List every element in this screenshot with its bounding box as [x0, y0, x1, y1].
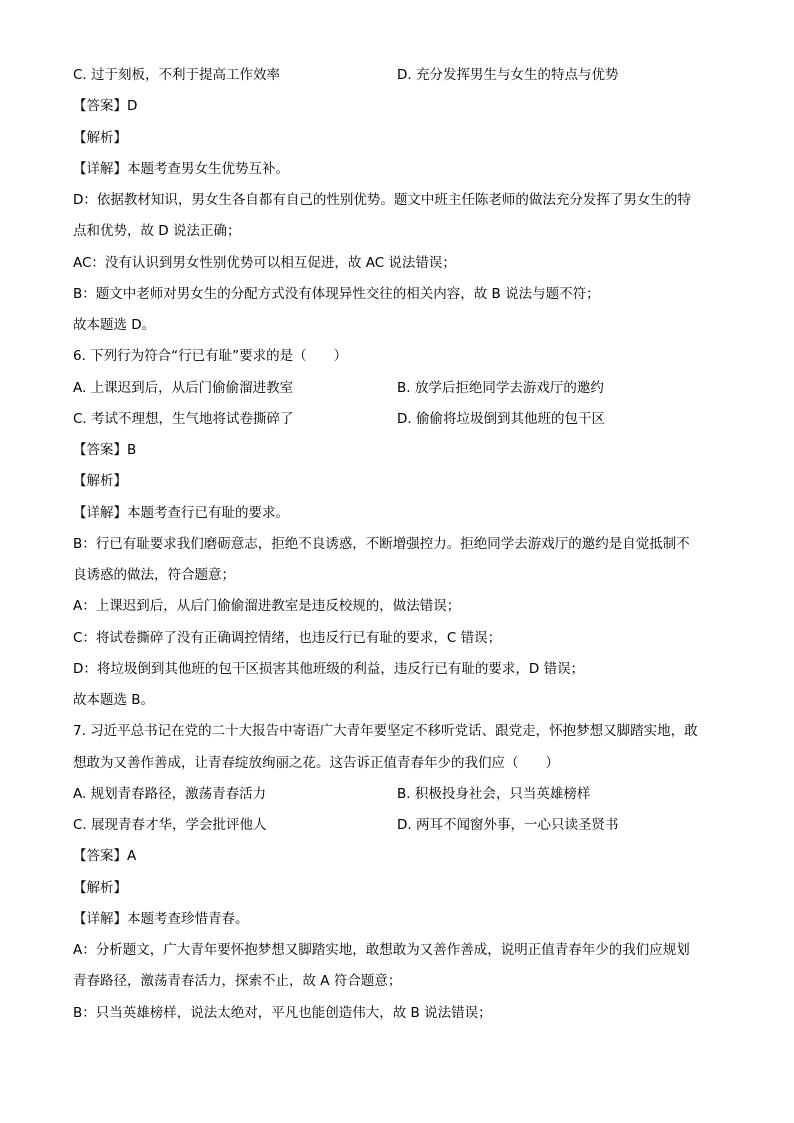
q5-detail: 【详解】本题考查男女生优势互补。	[73, 161, 289, 177]
q6-option-c: C. 考试不理想，生气地将试卷撕碎了	[73, 411, 294, 427]
q6-explanation-b-line1: B：行已有耻要求我们磨砺意志，拒绝不良诱惑，不断增强控力。拒绝同学去游戏厅的邀约是自觉抵制不	[73, 536, 690, 552]
q5-conclusion: 故本题选 D。	[73, 317, 156, 333]
q5-explanation-d-line1: D：依据教材知识，男女生各自都有自己的性别优势。题文中班主任陈老师的做法充分发挥了男女生的特	[73, 192, 691, 208]
q7-option-a: A. 规划青春路径，激荡青春活力	[73, 786, 267, 802]
q6-explanation-d: D：将垃圾倒到其他班的包干区损害其他班级的利益，违反行已有耻的要求，D 错误；	[73, 661, 585, 677]
q6-option-b: B. 放学后拒绝同学去游戏厅的邀约	[397, 380, 604, 396]
q7-stem-line2: 想敢为又善作善成，让青春绽放绚丽之花。这告诉正值青春年少的我们应（ ）	[73, 755, 559, 771]
q7-explanation-b: B：只当英雄榜样，说法太绝对，平凡也能创造伟大，故 B 说法错误；	[73, 1005, 492, 1021]
q7-option-b: B. 积极投身社会，只当英雄榜样	[397, 786, 591, 802]
q6-conclusion: 故本题选 B。	[73, 692, 155, 708]
q6-option-d: D. 偷偷将垃圾倒到其他班的包干区	[397, 411, 605, 427]
q5-explanation-d-line2: 点和优势，故 D 说法正确；	[73, 223, 241, 239]
q6-stem: 6. 下列行为符合“行已有耻”要求的是（ ）	[73, 348, 348, 364]
q5-explanation-ac: AC：没有认识到男女性别优势可以相互促进，故 AC 说法错误；	[73, 255, 456, 271]
q6-explanation-c: C：将试卷撕碎了没有正确调控情绪，也违反行已有耻的要求，C 错误；	[73, 630, 502, 646]
q7-answer: 【答案】A	[73, 848, 137, 864]
q5-option-d: D. 充分发挥男生与女生的特点与优势	[397, 67, 619, 83]
q5-explanation-b: B：题文中老师对男女生的分配方式没有体现异性交往的相关内容，故 B 说法与题不符；	[73, 286, 600, 302]
q6-analysis-heading: 【解析】	[73, 473, 127, 489]
q7-stem-line1: 7. 习近平总书记在党的二十大报告中寄语广大青年要坚定不移听党话、跟党走，怀抱梦想又脚踏实地，敢	[73, 723, 698, 739]
q7-explanation-a-line1: A：分析题文，广大青年要怀抱梦想又脚踏实地，敢想敢为又善作善成，说明正值青春年少的我们应规划	[73, 942, 690, 958]
q6-answer: 【答案】B	[73, 442, 137, 458]
q5-option-c: C. 过于刻板，不利于提高工作效率	[73, 67, 281, 83]
q5-answer: 【答案】D	[73, 98, 138, 114]
q7-option-d: D. 两耳不闻窗外事，一心只读圣贤书	[397, 817, 619, 833]
q6-detail: 【详解】本题考查行已有耻的要求。	[73, 505, 289, 521]
q6-option-a: A. 上课迟到后，从后门偷偷溜进教室	[73, 380, 294, 396]
q7-option-c: C. 展现青春才华，学会批评他人	[73, 817, 267, 833]
q6-explanation-b-line2: 良诱惑的做法，符合题意；	[73, 567, 235, 583]
q7-analysis-heading: 【解析】	[73, 880, 127, 896]
q6-explanation-a: A：上课迟到后，从后门偷偷溜进教室是违反校规的，做法错误；	[73, 598, 461, 614]
q5-analysis-heading: 【解析】	[73, 130, 127, 146]
q7-explanation-a-line2: 青春路径，激荡青春活力，探索不止，故 A 符合题意；	[73, 973, 402, 989]
q7-detail: 【详解】本题考查珍惜青春。	[73, 911, 249, 927]
